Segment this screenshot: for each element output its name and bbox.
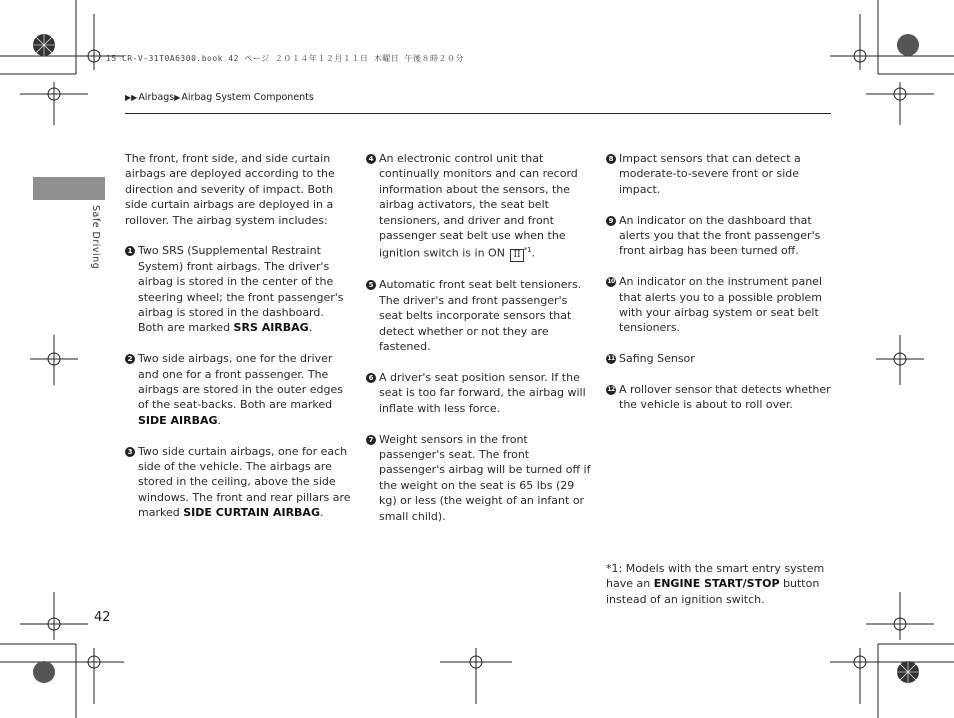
arrow-icon: ▶ [174,93,181,102]
list-item: 7 Weight sensors in the front passenger's seat. The front passenger's airbag will be turned off if the weight on the seat is 65 lbs (29 kg) or less (the weight of an infant or small child). [366,432,592,524]
list-item: 12 A rollover sensor that detects whether the vehicle is about to roll over. [607,383,831,412]
list-item: 9 An indicator on the dashboard that alerts you that the front passenger's front airbag has been turned off. [606,213,832,259]
ignition-position-icon: II [510,249,523,262]
column-1 [125,151,351,536]
number-6-icon: 6 [366,373,376,383]
print-header: 15 CR-V-31T0A6300.book 42 ページ ２０１４年１２月１１日 木曜日 午後８時２０分 [106,54,465,63]
number-11-icon: 11 [607,355,615,363]
number-5-icon: 5 [366,280,376,290]
list-item: 4 An electronic control unit that continually monitors and can record information about the sensors, the airbag activators, the seat belt tensioners, and driver and front passenger seat belt use when the ignition switch is in ON II $^{*1}$. [366,151,592,262]
number-12-icon: 12 [607,386,615,394]
footnote-ref[interactable]: *1 [523,246,532,255]
number-9-icon: 9 [606,216,616,226]
breadcrumb-link-airbags[interactable]: Airbags [138,92,175,103]
list-item: 11 Safing Sensor [607,352,695,366]
breadcrumb [125,92,314,103]
list-item: 5 Automatic front seat belt tensioners. The driver's and front passenger's seat belts incorporate sensors that detect whether or not they are fastened. [366,277,592,354]
list-item: 6 A driver's seat position sensor. If the seat is too far forward, the airbag will inflate with less force. [366,370,592,416]
list-item: 10 An indicator on the instrument panel that alerts you to a possible problem with your airbag system or seat belt tensioners. [607,275,823,335]
number-10-icon: 10 [607,278,615,286]
number-3-icon: 3 [125,447,135,457]
chapter-label: Safe Driving [90,205,101,270]
number-4-icon: 4 [366,154,376,164]
page-number: 42 [94,610,111,625]
list-item: 8 Impact sensors that can detect a moderate-to-severe front or side impact. [606,151,832,197]
header-rule [125,113,831,114]
number-2-icon: 2 [125,354,135,364]
chapter-tab [33,177,105,200]
list-item: 2 Two side airbags, one for the driver and one for a front passenger. The airbags are stored in the outer edges of the seat-backs. Both are marked SIDE AIRBAG. [125,351,351,428]
double-arrow-icon: ▶▶ [125,93,138,102]
footnote: *1: Models with the smart entry system have an ENGINE START/STOP button instead of an ignition switch. [606,562,825,606]
number-7-icon: 7 [366,435,376,445]
intro-paragraph: The front, front side, and side curtain airbags are deployed according to the direction and severity of impact. Both side curtain airbags are deployed in a rollover. The airbag system includes: [125,152,335,227]
breadcrumb-current: Airbag System Components [181,92,314,103]
column-3 [606,151,832,428]
number-8-icon: 8 [606,154,616,164]
column-2 [366,151,592,539]
number-1-icon: 1 [125,246,135,256]
list-item: 1 Two SRS (Supplemental Restraint System) front airbags. The driver's airbag is stored in the center of the steering wheel; the front passenger's airbag is stored in the dashboard. Both are marked SRS AIRBAG. [125,243,351,335]
list-item: 3 Two side curtain airbags, one for each side of the vehicle. The airbags are stored in the ceiling, above the side windows. The front and rear pillars are marked SIDE CURTAIN AIRBAG. [125,444,351,521]
